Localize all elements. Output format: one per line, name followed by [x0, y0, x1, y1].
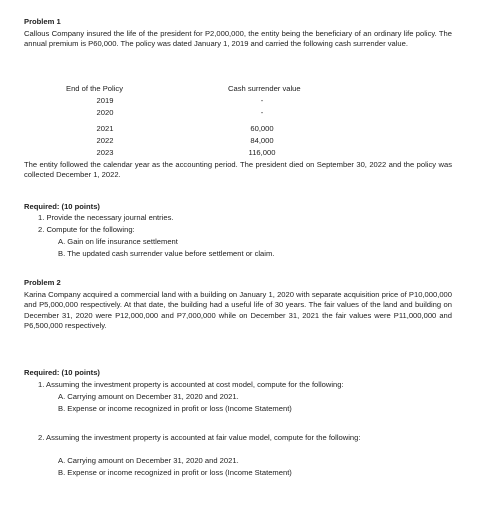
- col-header-cash-surrender-value: Cash surrender value: [228, 84, 301, 93]
- table-cell-value: 60,000: [250, 124, 274, 133]
- problem2-required-heading: Required: (10 points): [24, 368, 100, 377]
- problem1-intro: Callous Company insured the life of the president for P2,000,000, the entity being the beneficiary of an ordinary life policy. The annual premium is P60,000. The policy was dated January 1, 2019 and carried the following cash surrender value.: [24, 29, 452, 49]
- table-cell-value: 84,000: [250, 136, 274, 145]
- problem1-req2b: B. The updated cash surrender value before settlement or claim.: [58, 249, 275, 258]
- problem1-title: Problem 1: [24, 17, 61, 26]
- table-cell-value: -: [260, 96, 264, 105]
- problem2-req2a: A. Carrying amount on December 31, 2020 and 2021.: [58, 456, 239, 465]
- table-cell-year: 2021: [96, 124, 114, 133]
- problem1-req1: 1. Provide the necessary journal entries.: [38, 213, 174, 222]
- problem2-req2: 2. Assuming the investment property is accounted at fair value model, compute for the following:: [38, 433, 361, 442]
- problem2-req2b: B. Expense or income recognized in profit or loss (Income Statement): [58, 468, 292, 477]
- problem1-required-heading: Required: (10 points): [24, 202, 100, 211]
- problem2-req1a: A. Carrying amount on December 31, 2020 and 2021.: [58, 392, 239, 401]
- table-cell-year: 2022: [96, 136, 114, 145]
- problem2-req1b: B. Expense or income recognized in profit or loss (Income Statement): [58, 404, 292, 413]
- col-header-end-of-policy: End of the Policy: [66, 84, 123, 93]
- problem1-req2: 2. Compute for the following:: [38, 225, 135, 234]
- table-cell-value: 116,000: [248, 148, 276, 157]
- problem1-after-table: The entity followed the calendar year as the accounting period. The president died on September 30, 2022 and the policy was collected December 1, 2022.: [24, 160, 452, 180]
- problem2-intro: Karina Company acquired a commercial land with a building on January 1, 2020 with separate acquisition price of P10,000,000 and P5,000,000 respectively. At that date, the building had a useful life of 30 years. The fair values of the land and building on December 31, 2020 were P12,000,000 and P7,000,000 while on December 31, 2021 the fair values were P11,000,000 and P6,500,000 respectively.: [24, 290, 452, 331]
- table-cell-year: 2020: [96, 108, 114, 117]
- table-cell-value: -: [260, 108, 264, 117]
- problem2-req1: 1. Assuming the investment property is accounted at cost model, compute for the following:: [38, 380, 344, 389]
- table-cell-year: 2023: [96, 148, 114, 157]
- cash-surrender-table: [24, 84, 452, 170]
- table-cell-year: 2019: [96, 96, 114, 105]
- problem1-req2a: A. Gain on life insurance settlement: [58, 237, 178, 246]
- problem2-title: Problem 2: [24, 278, 61, 287]
